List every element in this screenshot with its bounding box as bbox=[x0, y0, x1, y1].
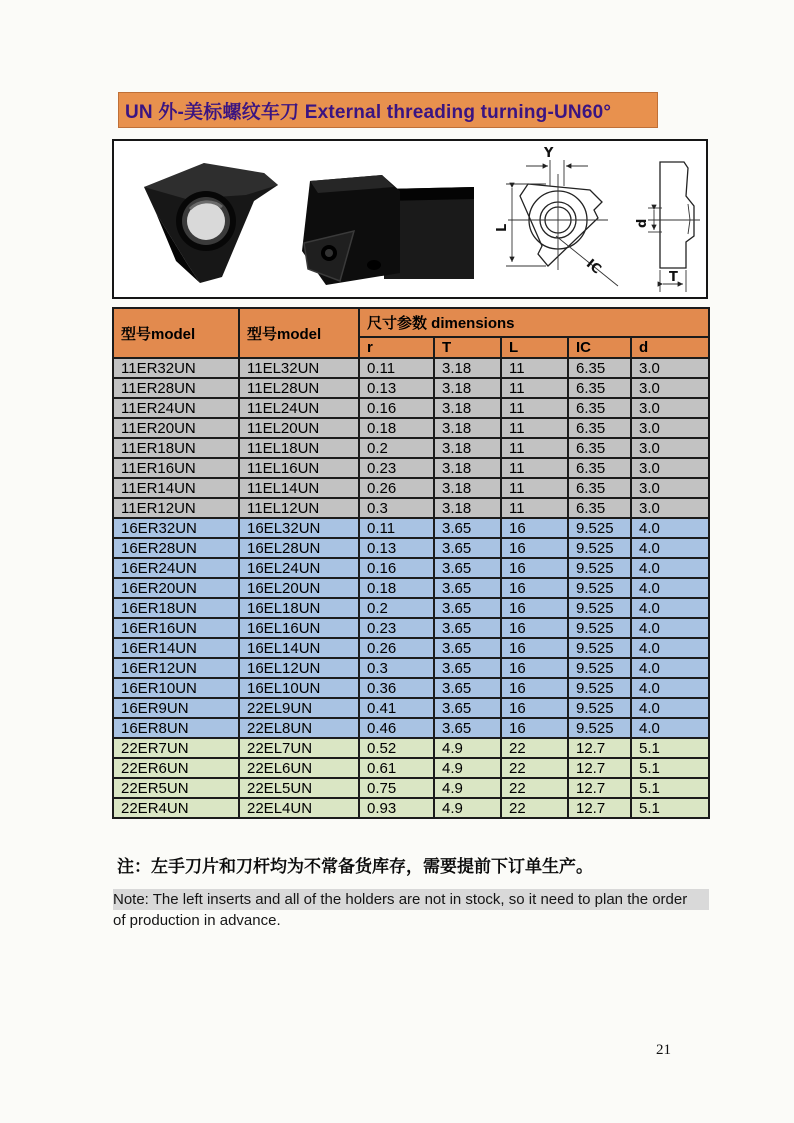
cell-r: 0.52 bbox=[359, 738, 434, 758]
cell-t: 3.18 bbox=[434, 438, 501, 458]
table-row bbox=[113, 358, 709, 378]
table-row bbox=[113, 498, 709, 518]
cell-model-left: 16EL18UN bbox=[239, 598, 359, 618]
cell-t: 3.65 bbox=[434, 698, 501, 718]
cell-model-right: 16ER9UN bbox=[113, 698, 239, 718]
cell-ic: 9.525 bbox=[568, 558, 631, 578]
cell-model-left: 11EL18UN bbox=[239, 438, 359, 458]
cell-t: 3.65 bbox=[434, 638, 501, 658]
cell-model-right: 16ER8UN bbox=[113, 718, 239, 738]
cell-d: 5.1 bbox=[631, 778, 709, 798]
cell-d: 3.0 bbox=[631, 478, 709, 498]
cell-l: 11 bbox=[501, 398, 568, 418]
cell-model-left: 11EL32UN bbox=[239, 358, 359, 378]
cell-model-right: 11ER12UN bbox=[113, 498, 239, 518]
page-number: 21 bbox=[656, 1042, 671, 1058]
cell-r: 0.13 bbox=[359, 378, 434, 398]
cell-r: 0.23 bbox=[359, 618, 434, 638]
dim-label-y: Y bbox=[544, 146, 554, 161]
col-header-d: d bbox=[631, 337, 709, 358]
cell-model-right: 11ER20UN bbox=[113, 418, 239, 438]
cell-r: 0.11 bbox=[359, 518, 434, 538]
cell-r: 0.2 bbox=[359, 438, 434, 458]
cell-l: 11 bbox=[501, 378, 568, 398]
dim-label-t: T bbox=[669, 270, 678, 285]
cell-ic: 6.35 bbox=[568, 458, 631, 478]
cell-r: 0.26 bbox=[359, 638, 434, 658]
cell-model-left: 22EL4UN bbox=[239, 798, 359, 818]
side-view-drawing bbox=[630, 144, 702, 296]
cell-d: 4.0 bbox=[631, 538, 709, 558]
cell-d: 4.0 bbox=[631, 578, 709, 598]
cell-model-right: 22ER5UN bbox=[113, 778, 239, 798]
cell-t: 3.18 bbox=[434, 358, 501, 378]
cell-l: 22 bbox=[501, 758, 568, 778]
cell-d: 4.0 bbox=[631, 558, 709, 578]
cell-model-left: 16EL32UN bbox=[239, 518, 359, 538]
cell-model-left: 11EL12UN bbox=[239, 498, 359, 518]
table-row bbox=[113, 638, 709, 658]
col-header-ic: IC bbox=[568, 337, 631, 358]
cell-t: 3.18 bbox=[434, 498, 501, 518]
cell-d: 3.0 bbox=[631, 438, 709, 458]
cell-r: 0.3 bbox=[359, 498, 434, 518]
cell-l: 16 bbox=[501, 538, 568, 558]
insert-photo bbox=[126, 149, 291, 291]
table-row bbox=[113, 658, 709, 678]
cell-l: 16 bbox=[501, 518, 568, 538]
note-english bbox=[113, 889, 709, 931]
cell-l: 22 bbox=[501, 798, 568, 818]
cell-r: 0.2 bbox=[359, 598, 434, 618]
cell-r: 0.23 bbox=[359, 458, 434, 478]
cell-model-right: 11ER16UN bbox=[113, 458, 239, 478]
table-row bbox=[113, 738, 709, 758]
page-title: UN 外-美标螺纹车刀 External threading turning-UN60° bbox=[118, 92, 658, 128]
cell-d: 4.0 bbox=[631, 658, 709, 678]
cell-ic: 9.525 bbox=[568, 698, 631, 718]
cell-d: 4.0 bbox=[631, 518, 709, 538]
table-row bbox=[113, 798, 709, 818]
cell-model-left: 16EL10UN bbox=[239, 678, 359, 698]
cell-model-left: 22EL6UN bbox=[239, 758, 359, 778]
cell-l: 11 bbox=[501, 458, 568, 478]
cell-t: 3.18 bbox=[434, 418, 501, 438]
cell-r: 0.61 bbox=[359, 758, 434, 778]
cell-d: 5.1 bbox=[631, 798, 709, 818]
cell-ic: 6.35 bbox=[568, 498, 631, 518]
cell-r: 0.3 bbox=[359, 658, 434, 678]
dim-label-l: L bbox=[495, 223, 510, 232]
cell-ic: 9.525 bbox=[568, 538, 631, 558]
dim-label-d: d bbox=[635, 218, 650, 228]
cell-model-right: 22ER7UN bbox=[113, 738, 239, 758]
col-header-r: r bbox=[359, 337, 434, 358]
table-row bbox=[113, 438, 709, 458]
col-header-l: L bbox=[501, 337, 568, 358]
cell-d: 4.0 bbox=[631, 638, 709, 658]
cell-model-left: 16EL24UN bbox=[239, 558, 359, 578]
cell-t: 3.65 bbox=[434, 578, 501, 598]
holder-photo bbox=[296, 147, 481, 295]
cell-l: 16 bbox=[501, 658, 568, 678]
cell-d: 4.0 bbox=[631, 698, 709, 718]
cell-model-right: 16ER18UN bbox=[113, 598, 239, 618]
cell-d: 3.0 bbox=[631, 458, 709, 478]
cell-ic: 12.7 bbox=[568, 738, 631, 758]
cell-ic: 9.525 bbox=[568, 638, 631, 658]
table-row bbox=[113, 458, 709, 478]
cell-ic: 6.35 bbox=[568, 418, 631, 438]
cell-model-right: 22ER4UN bbox=[113, 798, 239, 818]
cell-t: 3.65 bbox=[434, 618, 501, 638]
cell-r: 0.18 bbox=[359, 578, 434, 598]
cell-model-left: 11EL24UN bbox=[239, 398, 359, 418]
cell-model-right: 16ER28UN bbox=[113, 538, 239, 558]
table-row bbox=[113, 418, 709, 438]
cell-d: 4.0 bbox=[631, 678, 709, 698]
cell-t: 3.65 bbox=[434, 558, 501, 578]
cell-ic: 9.525 bbox=[568, 598, 631, 618]
cell-t: 3.18 bbox=[434, 378, 501, 398]
cell-ic: 6.35 bbox=[568, 478, 631, 498]
cell-t: 4.9 bbox=[434, 798, 501, 818]
cell-ic: 9.525 bbox=[568, 678, 631, 698]
table-row bbox=[113, 778, 709, 798]
cell-d: 4.0 bbox=[631, 598, 709, 618]
cell-d: 3.0 bbox=[631, 498, 709, 518]
cell-l: 11 bbox=[501, 498, 568, 518]
table-row bbox=[113, 398, 709, 418]
cell-ic: 9.525 bbox=[568, 578, 631, 598]
cell-ic: 6.35 bbox=[568, 378, 631, 398]
cell-model-right: 16ER24UN bbox=[113, 558, 239, 578]
cell-d: 5.1 bbox=[631, 738, 709, 758]
note-english-line1: Note: The left inserts and all of the holders are not in stock, so it need to plan the order bbox=[113, 889, 709, 910]
cell-l: 11 bbox=[501, 438, 568, 458]
table-row bbox=[113, 758, 709, 778]
cell-d: 3.0 bbox=[631, 358, 709, 378]
dim-label-ic: IC bbox=[583, 256, 604, 278]
cell-l: 16 bbox=[501, 678, 568, 698]
cell-l: 16 bbox=[501, 618, 568, 638]
cell-ic: 6.35 bbox=[568, 398, 631, 418]
product-image-strip bbox=[112, 139, 708, 299]
table-header bbox=[113, 308, 709, 358]
cell-t: 3.65 bbox=[434, 678, 501, 698]
cell-l: 11 bbox=[501, 358, 568, 378]
cell-d: 4.0 bbox=[631, 618, 709, 638]
table-row bbox=[113, 598, 709, 618]
cell-model-left: 11EL14UN bbox=[239, 478, 359, 498]
cell-d: 4.0 bbox=[631, 718, 709, 738]
cell-r: 0.36 bbox=[359, 678, 434, 698]
cell-ic: 6.35 bbox=[568, 358, 631, 378]
table-row bbox=[113, 378, 709, 398]
cell-r: 0.16 bbox=[359, 398, 434, 418]
cell-r: 0.16 bbox=[359, 558, 434, 578]
cell-model-left: 16EL12UN bbox=[239, 658, 359, 678]
cell-model-right: 16ER32UN bbox=[113, 518, 239, 538]
cell-t: 4.9 bbox=[434, 758, 501, 778]
cell-model-left: 11EL28UN bbox=[239, 378, 359, 398]
cell-r: 0.26 bbox=[359, 478, 434, 498]
cell-r: 0.46 bbox=[359, 718, 434, 738]
cell-t: 3.18 bbox=[434, 458, 501, 478]
cell-model-right: 16ER12UN bbox=[113, 658, 239, 678]
cell-model-left: 22EL8UN bbox=[239, 718, 359, 738]
cell-r: 0.93 bbox=[359, 798, 434, 818]
cell-l: 16 bbox=[501, 698, 568, 718]
table-row bbox=[113, 698, 709, 718]
col-header-model-left: 型号model bbox=[239, 308, 359, 358]
cell-ic: 9.525 bbox=[568, 618, 631, 638]
cell-l: 22 bbox=[501, 738, 568, 758]
cell-model-right: 16ER14UN bbox=[113, 638, 239, 658]
note-chinese: 注：左手刀片和刀杆均为不常备货库存，需要提前下订单生产。 bbox=[117, 857, 593, 876]
cell-model-right: 11ER14UN bbox=[113, 478, 239, 498]
cell-ic: 9.525 bbox=[568, 658, 631, 678]
table-row bbox=[113, 478, 709, 498]
cell-r: 0.13 bbox=[359, 538, 434, 558]
cell-model-left: 22EL5UN bbox=[239, 778, 359, 798]
cell-model-right: 22ER6UN bbox=[113, 758, 239, 778]
cell-model-left: 22EL7UN bbox=[239, 738, 359, 758]
cell-model-right: 16ER20UN bbox=[113, 578, 239, 598]
cell-ic: 9.525 bbox=[568, 518, 631, 538]
cell-l: 16 bbox=[501, 578, 568, 598]
cell-model-right: 16ER16UN bbox=[113, 618, 239, 638]
col-header-t: T bbox=[434, 337, 501, 358]
cell-model-right: 11ER32UN bbox=[113, 358, 239, 378]
cell-l: 11 bbox=[501, 478, 568, 498]
table-row bbox=[113, 618, 709, 638]
table-row bbox=[113, 518, 709, 538]
dimension-table bbox=[112, 307, 710, 819]
cell-d: 3.0 bbox=[631, 398, 709, 418]
col-header-dimensions: 尺寸参数 dimensions bbox=[359, 308, 709, 337]
table-row bbox=[113, 718, 709, 738]
cell-t: 3.65 bbox=[434, 538, 501, 558]
cell-model-right: 11ER24UN bbox=[113, 398, 239, 418]
cell-l: 16 bbox=[501, 718, 568, 738]
cell-ic: 12.7 bbox=[568, 758, 631, 778]
cell-r: 0.18 bbox=[359, 418, 434, 438]
cell-model-right: 16ER10UN bbox=[113, 678, 239, 698]
cell-r: 0.41 bbox=[359, 698, 434, 718]
note-english-line2: of production in advance. bbox=[113, 912, 281, 929]
cell-model-left: 22EL9UN bbox=[239, 698, 359, 718]
cell-t: 4.9 bbox=[434, 738, 501, 758]
cell-model-left: 11EL16UN bbox=[239, 458, 359, 478]
cell-model-left: 11EL20UN bbox=[239, 418, 359, 438]
cell-l: 16 bbox=[501, 598, 568, 618]
cell-ic: 6.35 bbox=[568, 438, 631, 458]
cell-r: 0.75 bbox=[359, 778, 434, 798]
cell-l: 11 bbox=[501, 418, 568, 438]
cell-l: 16 bbox=[501, 558, 568, 578]
table-row bbox=[113, 578, 709, 598]
cell-t: 3.65 bbox=[434, 658, 501, 678]
cell-t: 3.18 bbox=[434, 478, 501, 498]
cell-t: 4.9 bbox=[434, 778, 501, 798]
col-header-model-right: 型号model bbox=[113, 308, 239, 358]
cell-t: 3.65 bbox=[434, 518, 501, 538]
cell-d: 5.1 bbox=[631, 758, 709, 778]
table-row bbox=[113, 558, 709, 578]
cell-l: 16 bbox=[501, 638, 568, 658]
cell-model-left: 16EL14UN bbox=[239, 638, 359, 658]
cell-l: 22 bbox=[501, 778, 568, 798]
cell-ic: 9.525 bbox=[568, 718, 631, 738]
cell-d: 3.0 bbox=[631, 378, 709, 398]
cell-model-left: 16EL28UN bbox=[239, 538, 359, 558]
cell-ic: 12.7 bbox=[568, 778, 631, 798]
cell-model-left: 16EL16UN bbox=[239, 618, 359, 638]
cell-t: 3.18 bbox=[434, 398, 501, 418]
cell-ic: 12.7 bbox=[568, 798, 631, 818]
table-row bbox=[113, 678, 709, 698]
table-row bbox=[113, 538, 709, 558]
insert-drawing bbox=[486, 144, 636, 296]
cell-t: 3.65 bbox=[434, 598, 501, 618]
cell-model-right: 11ER18UN bbox=[113, 438, 239, 458]
cell-r: 0.11 bbox=[359, 358, 434, 378]
cell-t: 3.65 bbox=[434, 718, 501, 738]
table-body bbox=[113, 358, 709, 818]
cell-d: 3.0 bbox=[631, 418, 709, 438]
cell-model-right: 11ER28UN bbox=[113, 378, 239, 398]
cell-model-left: 16EL20UN bbox=[239, 578, 359, 598]
